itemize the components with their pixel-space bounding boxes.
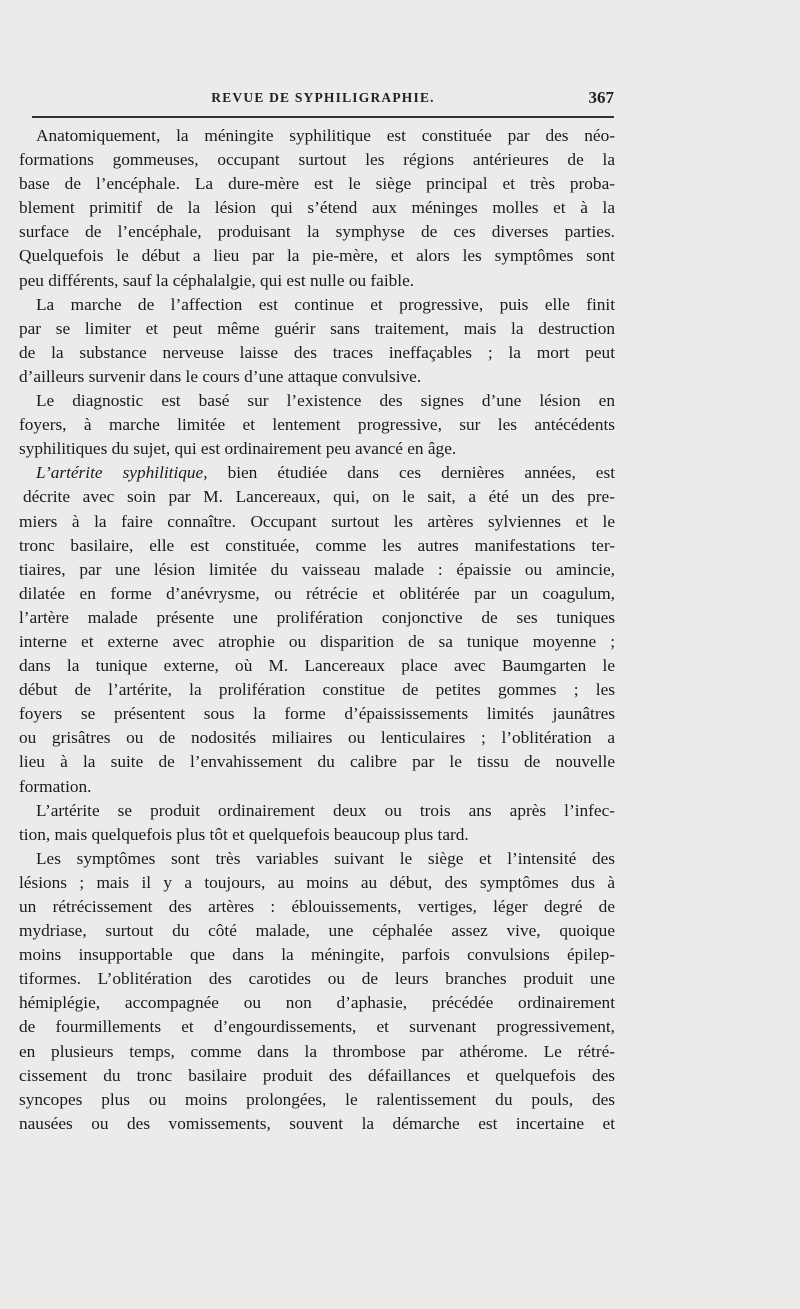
text-line: miers à la faire connaître. Occupant surtout les artères sylviennes et le xyxy=(19,511,615,531)
text-line: début de l’artérite, la prolifération constitue de petites gommes ; les xyxy=(19,680,615,700)
text-line: surface de l’encéphale, produisant la symphyse de ces diverses parties. xyxy=(19,222,615,242)
text-line: interne et externe avec atrophie ou disparition de sa tunique moyenne ; xyxy=(19,631,615,651)
text-line: blement primitif de la lésion qui s’étend aux méninges molles et à la xyxy=(19,198,615,218)
text-line: cissement du tronc basilaire produit des défaillances et quelquefois des xyxy=(19,1065,615,1085)
italic-term: L’artérite syphilitique, xyxy=(36,463,208,483)
paragraph xyxy=(19,461,615,798)
paragraph xyxy=(19,293,615,389)
paragraph xyxy=(19,799,615,847)
text-line: nausées ou des vomissements, souvent la démarche est incertaine et xyxy=(19,1113,615,1133)
text-line: foyers se présentent sous la forme d’épaississements limités jaunâtres xyxy=(19,704,615,724)
text-line: moins insupportable que dans la méningite, parfois convulsions épilep- xyxy=(19,945,615,965)
text-line: par se limiter et peut même guérir sans traitement, mais la destruction xyxy=(19,318,615,338)
body-text xyxy=(19,124,615,1136)
text-line: La marche de l’affection est continue et progressive, puis elle finit xyxy=(36,294,615,314)
text-line: tiaires, par une lésion limitée du vaisseau malade : épaissie ou amincie, xyxy=(19,559,615,579)
paragraph xyxy=(19,847,615,1136)
text-line: hémiplégie, accompagnée ou non d’aphasie, précédée ordinairement xyxy=(19,993,615,1013)
text-line: dilatée en forme d’anévrysme, ou rétrécie et oblitérée par un coagulum, xyxy=(19,583,615,603)
text-line: peu différents, sauf la céphalalgie, qui est nulle ou faible. xyxy=(19,270,415,290)
text-line: lieu à la suite de l’envahissement du calibre par le tissu de nouvelle xyxy=(19,752,615,772)
text-line: L’artérite se produit ordinairement deux ou trois ans après l’infec- xyxy=(36,800,615,820)
paragraph xyxy=(19,389,615,461)
page-number: 367 xyxy=(588,88,614,107)
page-header xyxy=(32,88,614,112)
text-line: dans la tunique externe, où M. Lancereaux place avec Baumgarten le xyxy=(19,656,615,676)
text-line: formations gommeuses, occupant surtout les régions antérieures de la xyxy=(19,150,615,170)
text-line: décrite avec soin par M. Lancereaux, qui, on le sait, a été un des pre- xyxy=(23,487,615,507)
text-line: Le diagnostic est basé sur l’existence des signes d’une lésion en xyxy=(36,391,615,411)
text-line: d’ailleurs survenir dans le cours d’une attaque convulsive. xyxy=(19,366,422,386)
text-line: syncopes plus ou moins prolongées, le ralentissement du pouls, des xyxy=(19,1089,615,1109)
text-line: syphilitiques du sujet, qui est ordinairement peu avancé en âge. xyxy=(19,439,457,459)
text-line: tion, mais quelquefois plus tôt et quelquefois beaucoup plus tard. xyxy=(19,824,469,844)
paragraph xyxy=(19,124,615,293)
text-line xyxy=(19,461,615,485)
text-line: tiformes. L’oblitération des carotides ou de leurs branches produit une xyxy=(19,969,615,989)
header-rule xyxy=(32,116,614,118)
text-line: base de l’encéphale. La dure-mère est le siège principal et très proba- xyxy=(19,174,615,194)
text-line: Les symptômes sont très variables suivant le siège et l’intensité des xyxy=(36,848,615,868)
text-line: de fourmillements et d’engourdissements, et survenant progressivement, xyxy=(19,1017,615,1037)
text-line: mydriase, surtout du côté malade, une céphalée assez vive, quoique xyxy=(19,921,615,941)
running-title: REVUE DE SYPHILIGRAPHIE. xyxy=(211,90,435,105)
text-line: l’artère malade présente une prolifération conjonctive de ses tuniques xyxy=(19,607,615,627)
text-run: bien étudiée dans ces dernières années, est xyxy=(207,463,615,483)
text-line: Quelquefois le début a lieu par la pie-mère, et alors les symptômes sont xyxy=(19,246,615,266)
text-line: formation. xyxy=(19,776,92,796)
text-line: de la substance nerveuse laisse des traces ineffaçables ; la mort peut xyxy=(19,342,615,362)
text-line: en plusieurs temps, comme dans la thrombose par athérome. Le rétré- xyxy=(19,1041,615,1061)
text-line: foyers, à marche limitée et lentement progressive, sur les antécédents xyxy=(19,415,615,435)
text-line: un rétrécissement des artères : éblouissements, vertiges, léger degré de xyxy=(19,897,615,916)
text-line: lésions ; mais il y a toujours, au moins au début, des symptômes dus à xyxy=(19,872,615,892)
text-line: Anatomiquement, la méningite syphilitique est constituée par des néo- xyxy=(36,126,615,145)
text-line: ou grisâtres ou de nodosités miliaires ou lenticulaires ; l’oblitération a xyxy=(19,728,615,748)
text-line: tronc basilaire, elle est constituée, comme les autres manifestations ter- xyxy=(19,535,615,555)
